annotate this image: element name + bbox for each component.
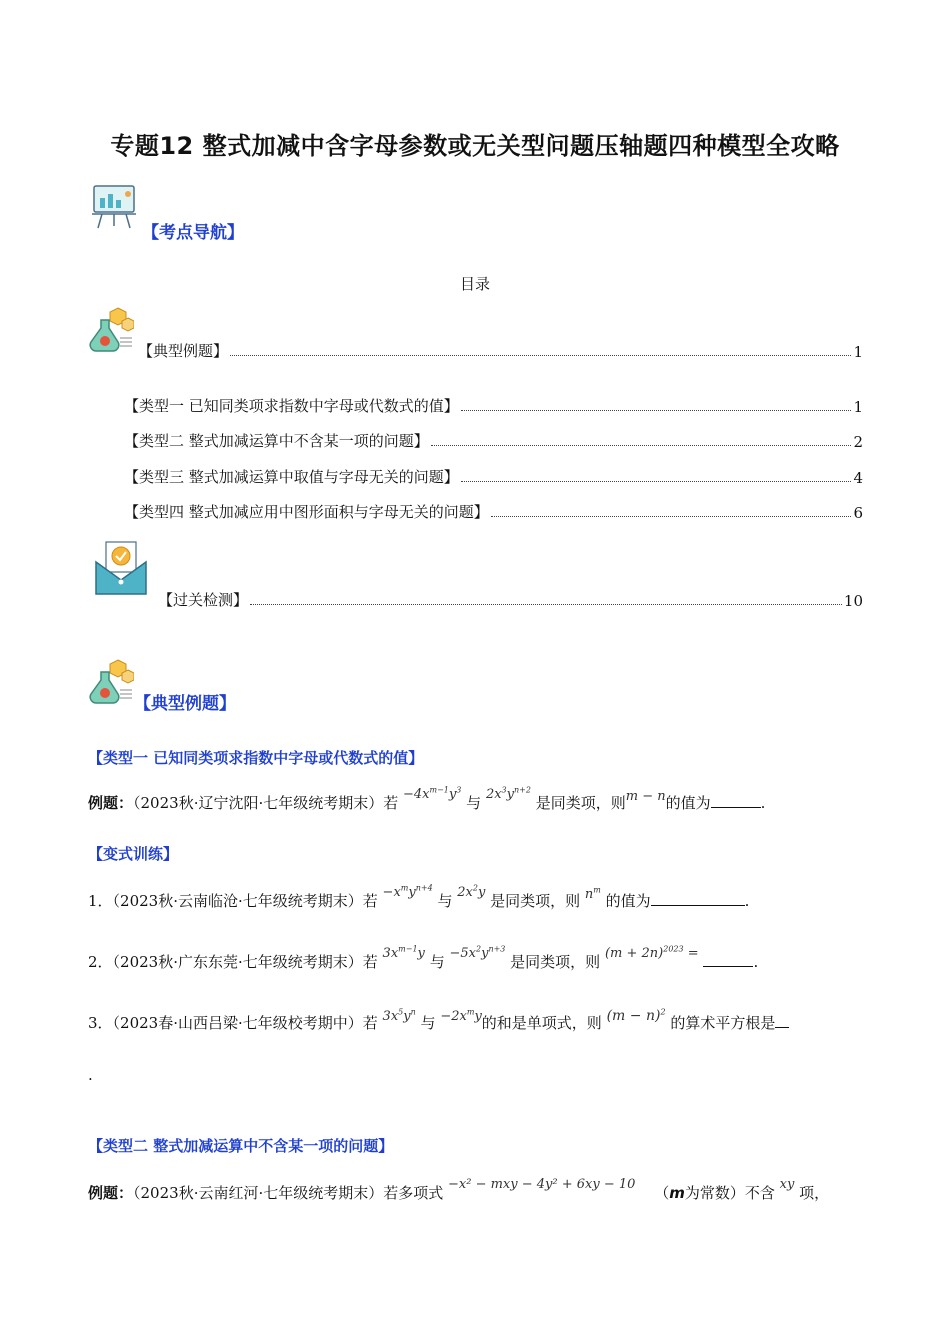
toc-dots — [230, 355, 851, 356]
variant-q3 — [88, 1007, 789, 1033]
toc-entry-label: 【类型四 整式加减应用中图形面积与字母无关的问题】 — [124, 503, 489, 521]
expr-2: $-2x^my$ — [440, 1007, 482, 1024]
toc-entry-type3[interactable] — [124, 466, 863, 487]
conj-text: 与 — [437, 892, 453, 910]
toc-entry-label: 【过关检测】 — [158, 591, 249, 609]
mid-text: 是同类项，则 — [490, 892, 581, 910]
mid-text: （ — [654, 1184, 670, 1202]
mid-text: 是同类项，则 — [535, 794, 626, 812]
toc-entry-type4[interactable] — [124, 501, 863, 522]
expr-3: $(m - n)^2$ — [606, 1007, 666, 1024]
expr-2: $2x^2y$ — [457, 883, 486, 900]
conj-text: 与 — [420, 1014, 436, 1032]
mid-text: 的和是单项式，则 — [481, 1014, 602, 1032]
variant-heading: 【变式训练】 — [88, 845, 179, 863]
expr-2: $2x^3y^{n+2}$ — [485, 785, 531, 802]
type1-example — [88, 785, 766, 813]
example-source: （2023秋·云南红河·七年级统考期末）若多项式 — [133, 1184, 444, 1202]
toc-entry-page: 2 — [853, 433, 863, 451]
toc-entry-label: 【类型一 已知同类项求指数中字母或代数式的值】 — [124, 397, 459, 415]
expr-1: $-x^my^{n+4}$ — [382, 883, 433, 900]
variant-q3-end: . — [88, 1066, 93, 1084]
toc-entry-test[interactable] — [158, 589, 863, 610]
mid2-text: 为常数）不含 — [684, 1184, 775, 1202]
variant-q2 — [88, 944, 759, 972]
question-number: 1． — [88, 892, 113, 910]
question-number: 3． — [88, 1014, 113, 1032]
question-source: （2023秋·云南临沧·七年级统考期末）若 — [112, 892, 378, 910]
expr-1: $-4x^{m-1}y^3$ — [403, 785, 462, 802]
mid-text: 是同类项，则 — [510, 953, 601, 971]
end-punct: . — [744, 892, 750, 910]
toc-entry-page: 10 — [843, 592, 863, 610]
question-source: （2023春·山西吕梁·七年级校考期中）若 — [112, 1014, 378, 1032]
toc-dots — [461, 410, 852, 411]
toc-entry-page: 6 — [853, 504, 863, 522]
expr-3: m − n — [625, 789, 666, 804]
expr-1: −x² − mxy − 4y² + 6xy − 10 — [448, 1177, 636, 1192]
expr-3: $n^m$ — [584, 885, 601, 902]
end-punct: . — [753, 953, 759, 971]
end-punct: . — [760, 794, 766, 812]
page-title: 专题12 整式加减中含字母参数或无关型问题压轴题四种模型全攻略 — [110, 132, 840, 160]
toc-entry-page: 1 — [853, 398, 863, 416]
variant-q1 — [88, 883, 750, 911]
nav-heading: 【考点导航】 — [142, 223, 244, 243]
tail-text: 的算术平方根是 — [670, 1014, 776, 1032]
toc-entry-label: 【类型二 整式加减运算中不含某一项的问题】 — [124, 432, 429, 450]
example-source: （2023秋·辽宁沈阳·七年级统考期末）若 — [133, 794, 399, 812]
toc-dots — [461, 481, 852, 482]
type1-heading: 【类型一 已知同类项求指数中字母或代数式的值】 — [88, 749, 424, 767]
conj-text: 与 — [429, 953, 445, 971]
type2-example — [88, 1177, 830, 1203]
section-examples-heading: 【典型例题】 — [134, 694, 236, 714]
toc-heading: 目录 — [459, 275, 490, 293]
question-source: （2023秋·广东东莞·七年级统考期末）若 — [112, 953, 378, 971]
expr-3: $(m + 2n)^{2023}$ = — [604, 944, 699, 961]
flask-icon — [88, 658, 134, 706]
expr-1: $3x^5y^n$ — [382, 1007, 416, 1024]
m-var: m — [669, 1184, 685, 1202]
flask-icon — [88, 306, 134, 354]
type2-heading: 【类型二 整式加减运算中不含某一项的问题】 — [88, 1137, 394, 1155]
toc-entry-page: 4 — [853, 469, 863, 487]
conj-text: 与 — [466, 794, 482, 812]
toc-dots — [431, 445, 852, 446]
tail-text: 的值为 — [665, 794, 711, 812]
answer-blank[interactable] — [775, 1013, 789, 1028]
example-label: 例题： — [88, 1184, 134, 1202]
toc-dots — [491, 516, 852, 517]
question-number: 2． — [88, 953, 113, 971]
toc-entry-type1[interactable] — [124, 395, 863, 416]
expr-xy: xy — [779, 1177, 795, 1192]
example-label: 例题： — [88, 794, 134, 812]
toc-entry-label: 【典型例题】 — [138, 342, 229, 360]
tail-text: 的值为 — [605, 892, 651, 910]
toc-dots — [250, 604, 842, 605]
expr-1: $3x^{m-1}y$ — [382, 944, 425, 961]
toc-entry-label: 【类型三 整式加减运算中取值与字母无关的问题】 — [124, 468, 459, 486]
answer-blank[interactable] — [711, 793, 761, 808]
tail-text: 项， — [799, 1184, 830, 1202]
answer-blank[interactable] — [703, 952, 753, 967]
toc-entry-examples[interactable] — [138, 340, 863, 361]
answer-blank[interactable] — [651, 891, 745, 906]
toc-entry-type2[interactable] — [124, 430, 863, 451]
toc-entry-page: 1 — [853, 343, 863, 361]
presentation-icon — [88, 182, 140, 232]
envelope-check-icon — [94, 540, 148, 596]
expr-2: $-5x^2y^{n+3}$ — [449, 944, 506, 961]
